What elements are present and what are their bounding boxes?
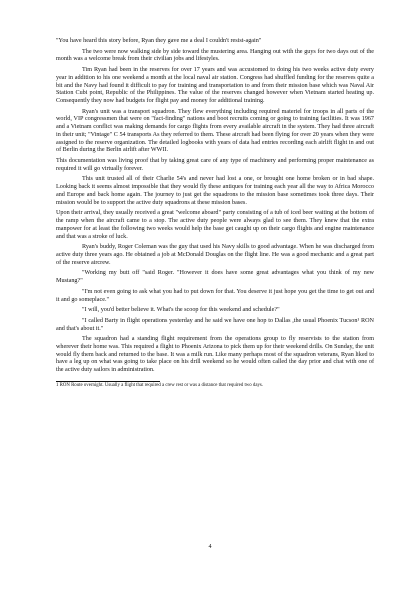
footnote-separator xyxy=(56,381,160,382)
paragraph-9: "Working my butt off "said Roger. "However it does have some great advantages what you think of my new Mustang?" xyxy=(56,270,374,285)
paragraph-3: Tim Ryan had been in the reserves for over 17 years and was accustomed to doing his two weeks active duty every year in addition to his one weekend a month at the local naval air station. Congress had shuffled funding for the reserves quite a bit and the Navy had found it difficult to pay for training and transportation to and from their mission base which was Naval Air Station Cubi point, Republic of the Philippines. The value of the reserves changed however when Vietnam started heating up. Consequently they now had budgets for flight pay and money for additional training. xyxy=(56,67,374,105)
paragraph-10: "I'm not even going to ask what you had to put down for that. You deserve it just hope you get the time to get out and it and go someplace." xyxy=(56,288,374,303)
paragraph-12: "I called Barty in flight operations yesterday and he said we have one hop to Dallas ,the usual Phoenix Tucson¹ RON and that's about it." xyxy=(56,317,374,332)
paragraph-8: Ryan's buddy, Roger Coleman was the guy that used his Navy skills to good advantage. When he was discharged from active duty three years ago. He obtained a job at McDonald Douglas on the flight line. He was a good mechanic and a great part of the reserve aircrew. xyxy=(56,244,374,266)
paragraph-5: This documentation was living proof that by taking great care of any type of machinery and performing proper maintenance as required it will go virtually forever. xyxy=(56,158,374,172)
page-number: 4 xyxy=(208,544,212,550)
paragraph-4: Ryan's unit was a transport squadron. They flew everything including required materiel for troops in all parts of the world, VIP congressmen that were on "fact-finding" nations and boot recruits coming or going to training facilities. It was 1967 and a Vietnam conflict was making demands for cargo flights from every available aircraft in the system. They had three aircraft in their unit; "Vintage" C 54 transports As they referred to them. These aircraft had been flying for over 20 years when they were assigned to the reserve organization. The detailed logbooks with years of data had entries recording each airlift flight in and out of Berlin during the Berlin airlift after WWII. xyxy=(56,108,374,154)
paragraph-13: The squadron had a standing flight requirement from the operations group to fly reservists to the station from wherever their home was. This required a flight to Phoenix Arizona to pick them up for their weekend drills. On Sunday, the unit would fly them back and returned to the base. It was a milk run. Like many perhaps most of the squadron veterans, Ryan liked to have a leg up on what was going to take place on his drill weekend so he would often called the day prior and chat with one of the active duty sailors in administration. xyxy=(56,336,374,374)
paragraph-11: "I will, you'd better believe it. What's the scoop for this weekend and schedule?" xyxy=(82,307,280,314)
paragraph-6: This unit trusted all of their Charlie 54's and never had lost a one, or brought one home broken or in bad shape. Looking back it seems almost impossible that they would fly these antiques for training each year all the way to Africa Morocco and Europe and back home again. The journey to just get the squadrons to the mission base sometimes took three days. Their mission would be to support the active duty squadrons at these mission bases. xyxy=(56,176,374,206)
paragraph-7: Upon their arrival, they usually received a great "welcome aboard" party consisting of a tub of iced beer waiting at the bottom of the ramp when the aircraft came to a stop. The active duty people were always glad to see them. They knew that the extra manpower for at least the following two weeks would help the base get caught up on their cargo flights and engine maintenance and that was a stroke of luck. xyxy=(56,210,374,240)
paragraph-2: The two were now walking side by side toward the mustering area. Hanging out with the guys for two days out of the month was a welcome break from their civilian jobs and lifestyles. xyxy=(56,48,374,63)
body-text xyxy=(56,38,374,389)
footnote: 1 RON Route overnight. Usually a flight that required a crew rest or was a distance that required two days. xyxy=(56,383,264,389)
paragraph-1: "You have heard this story before, Ryan they gave me a deal I couldn't resist-again" xyxy=(56,38,262,44)
